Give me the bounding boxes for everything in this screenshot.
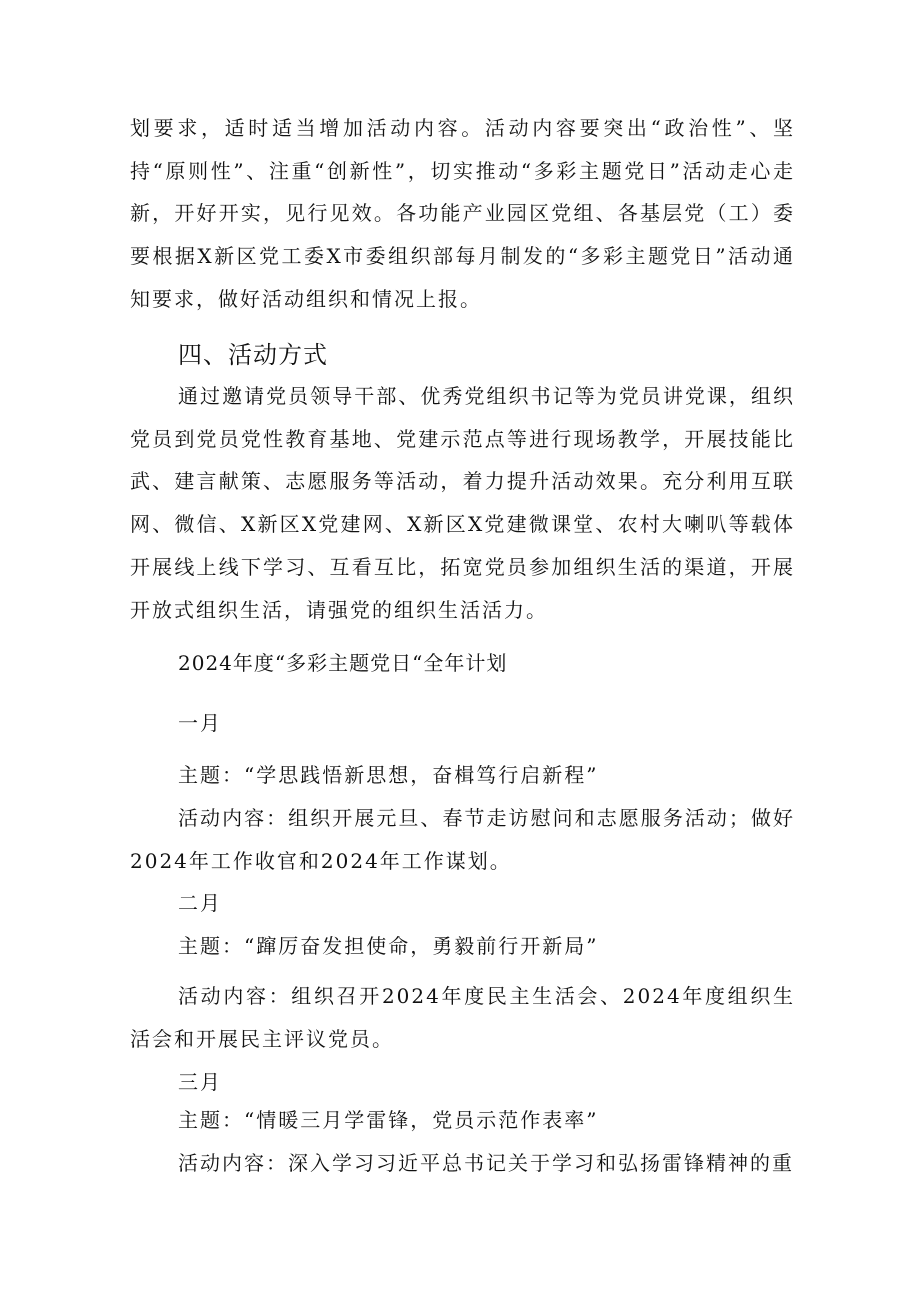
- month-name: 三月: [178, 1070, 222, 1094]
- month-content: 活动内容：组织召开2024年度民主生活会、2024年度组织生活会和开展民主评议党员。: [130, 984, 795, 1051]
- month-theme: 主题：“学思践悟新思想，奋楫笃行启新程”: [178, 763, 599, 787]
- month-theme: 主题：“情暖三月学雷锋，党员示范作表率”: [178, 1108, 599, 1132]
- month-theme: 主题：“蹿厉奋发担使命，勇毅前行开新局”: [178, 934, 599, 958]
- month-name: 一月: [178, 711, 222, 735]
- month-name: 二月: [178, 891, 222, 915]
- paragraph-methods: 通过邀请党员领导干部、优秀党组织书记等为党员讲党课，组织党员到党员党性教育基地、党建示范点等进行现场教学，开展技能比武、建言献策、志愿服务等活动，着力提升活动效果。充分利用互联网、微信、X新区X党建网、X新区X党建微课堂、农村大喇叭等载体开展线上线下学习、互看互比，拓宽党员参加组织生活的渠道，开展开放式组织生活，请强党的组织生活活力。: [130, 384, 795, 622]
- month-content: 活动内容：深入学习习近平总书记关于学习和弘扬雷锋精神的重: [178, 1151, 794, 1175]
- plan-title: 2024年度“多彩主题党日“全年计划: [178, 651, 508, 675]
- section-heading: 四、活动方式: [178, 341, 328, 369]
- month-content: 活动内容：组织开展元旦、春节走访慰问和志愿服务活动；做好2024年工作收官和2024年工作谋划。: [130, 806, 795, 873]
- paragraph-continued: 划要求，适时适当增加活动内容。活动内容要突出“政治性”、坚持“原则性”、注重“创新性”，切实推动“多彩主题党日”活动走心走新，开好开实，见行见效。各功能产业园区党组、各基层党（工）委要根据X新区党工委X市委组织部每月制发的“多彩主题党日”活动通知要求，做好活动组织和情况上报。: [130, 116, 795, 311]
